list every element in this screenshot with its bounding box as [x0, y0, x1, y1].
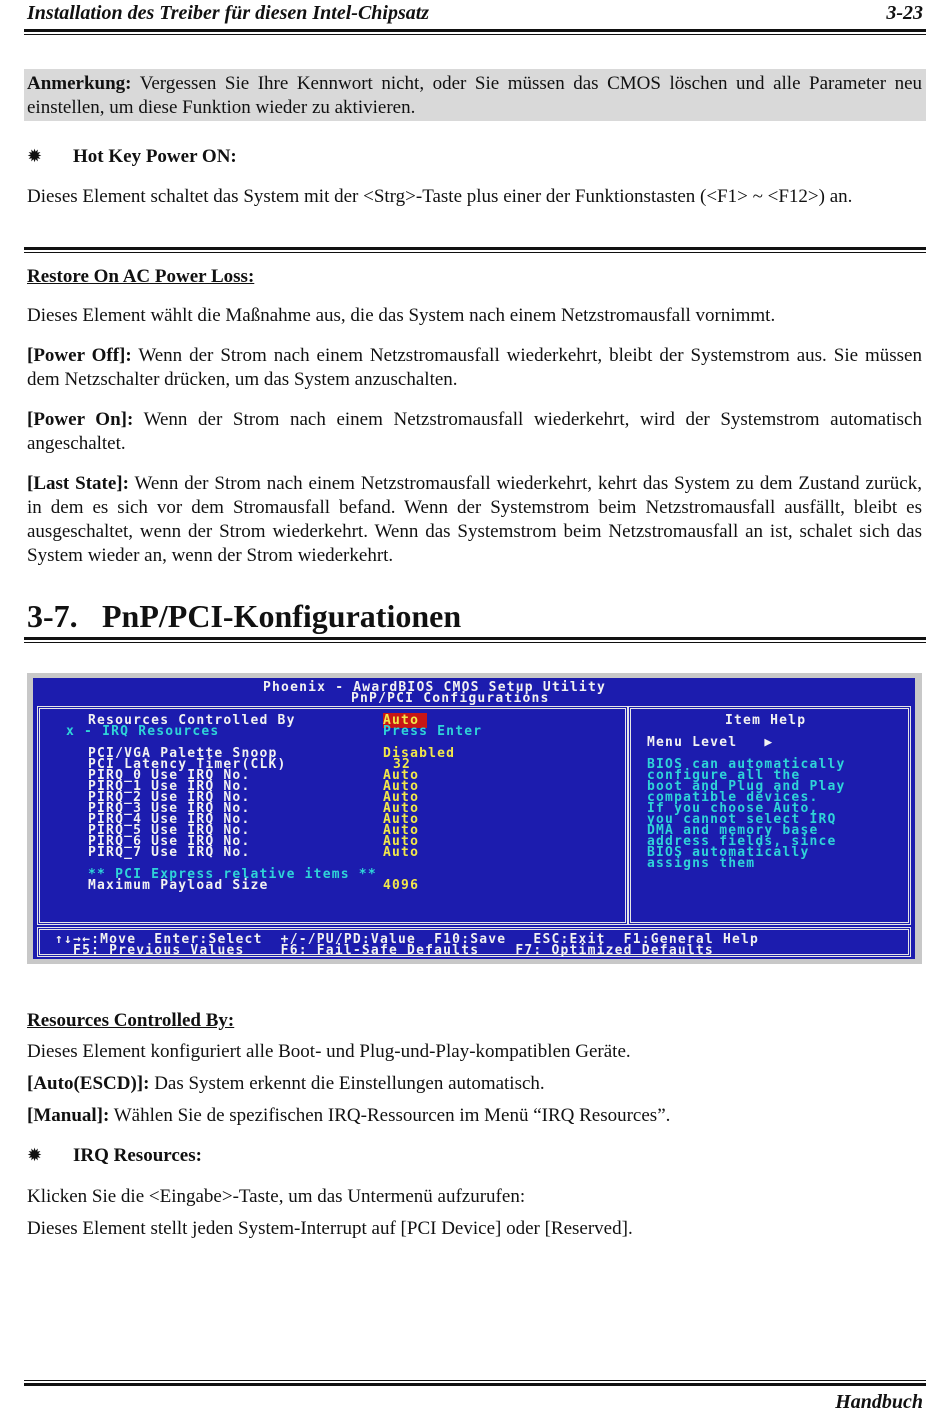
bios-help-line: configure all the — [647, 768, 801, 783]
irq-heading — [27, 1145, 202, 1167]
running-header-title: Installation des Treiber für diesen Intel-Chipsatz — [27, 2, 430, 24]
bios-row-value[interactable]: Auto — [383, 715, 427, 726]
section-heading — [27, 598, 461, 635]
bios-help-line: BIOS automatically — [647, 845, 810, 860]
bios-subtitle: PnP/PCI Configurations — [351, 691, 550, 706]
power-on-option — [27, 408, 922, 456]
option-label: [Power Off]: — [27, 345, 132, 366]
irq-line2: Dieses Element stellt jeden System-Interrupt auf [PCI Device] oder [Reserved]. — [27, 1218, 633, 1239]
bios-screen — [33, 678, 915, 959]
irq-title: IRQ Resources: — [73, 1145, 202, 1166]
option-text: Wenn der Strom nach einem Netzstromausfall wiederkehrt, bleibt der Systemstrom aus. Sie müssen dem Netzschalter drücken, um das System anzuschalten. — [27, 345, 922, 390]
bios-help-line: boot and Plug and Play — [647, 779, 846, 794]
bios-row-value[interactable]: Auto — [383, 790, 420, 805]
header-rule — [24, 29, 926, 35]
option-label: [Auto(ESCD)]: — [27, 1073, 150, 1094]
manual-option — [27, 1104, 922, 1128]
option-text: Das System erkennt die Einstellungen automatisch. — [149, 1073, 545, 1094]
bios-help-line: If you choose Auto, — [647, 801, 819, 816]
option-label: [Last State]: — [27, 473, 129, 494]
restore-title: Restore On AC Power Loss: — [27, 266, 255, 287]
bios-help-title: Item Help — [725, 713, 807, 728]
footer-rule — [24, 1380, 926, 1386]
bios-keys-line1: ↑↓→←:Move Enter:Select +/-/PU/PD:Value F10:Save ESC:Exit F1:General Help — [55, 932, 760, 947]
option-label: [Power On]: — [27, 409, 134, 430]
bios-row-value[interactable]: Auto — [383, 834, 420, 849]
resources-intro: Dieses Element konfiguriert alle Boot- und Plug-und-Play-kompatiblen Geräte. — [27, 1041, 631, 1062]
bios-help-line: address fields, since — [647, 834, 837, 849]
bios-screenshot — [27, 673, 922, 964]
bios-row-value[interactable]: 32 — [393, 757, 412, 772]
option-text: Wählen Sie de spezifischen IRQ-Ressourcen im Menü “IRQ Resources”. — [109, 1105, 671, 1126]
bios-row-label[interactable]: Maximum Payload Size — [88, 878, 269, 893]
bios-menu-level: Menu Level ▶ — [647, 735, 774, 750]
auto-option — [27, 1072, 922, 1096]
bios-row-label[interactable]: PIRQ_3 Use IRQ No. — [88, 801, 251, 816]
option-text: Wenn der Strom nach einem Netzstromausfall wiederkehrt, kehrt das System zu dem Zustand zurück, in dem es sich vor dem Stromausfall befand. Wenn der Systemstrom beim Netzstromausfall ausfällt, bleibt es ausgeschaltet, wenn der Strom wiederkehrt. Wenn das Systemstrom beim Netzstromausfall an ist, schalet sich das System wieder an, wenn der Strom wiederkehrt. — [27, 473, 922, 566]
page-number: 3-23 — [886, 2, 923, 24]
footer-text: Handbuch — [835, 1391, 923, 1413]
bios-row-value[interactable]: Disabled — [383, 746, 456, 761]
section-title: PnP/PCI-Konfigurationen — [102, 598, 462, 634]
bios-row-label[interactable]: PIRQ_2 Use IRQ No. — [88, 790, 251, 805]
power-off-option — [27, 344, 922, 392]
note-box — [24, 69, 926, 121]
bios-row-value[interactable]: 4096 — [383, 878, 420, 893]
bios-row-value[interactable]: Auto — [383, 845, 420, 860]
bios-row-value[interactable]: Auto — [383, 823, 420, 838]
bios-row-value[interactable]: Press Enter — [383, 724, 483, 739]
bios-row-label[interactable]: PIRQ_5 Use IRQ No. — [88, 823, 251, 838]
resources-title: Resources Controlled By: — [27, 1010, 235, 1031]
heading-rule — [24, 637, 926, 643]
bios-help-line: compatible devices. — [647, 790, 819, 805]
bios-row-value[interactable]: Auto — [383, 779, 420, 794]
hotkey-heading — [27, 146, 237, 168]
note-text — [27, 72, 922, 120]
bios-row-value[interactable]: Auto — [383, 812, 420, 827]
last-state-option — [27, 472, 922, 568]
option-label: [Manual]: — [27, 1105, 110, 1126]
bios-row-label[interactable]: PIRQ_6 Use IRQ No. — [88, 834, 251, 849]
option-text: Wenn der Strom nach einem Netzstromausfall wiederkehrt, wird der Systemstrom automatisch angeschaltet. — [27, 409, 922, 454]
bios-row-label[interactable]: PCI/VGA Palette Snoop — [88, 746, 278, 761]
bios-row-value[interactable]: Auto — [383, 801, 420, 816]
hotkey-text: Dieses Element schaltet das System mit der <Strg>-Taste plus einer der Funktionstasten (<F1> ~ <F12>) an. — [27, 186, 853, 207]
hotkey-title: Hot Key Power ON: — [73, 146, 237, 167]
bios-title: Phoenix - AwardBIOS CMOS Setup Utility — [263, 680, 607, 695]
section-number: 3-7. — [27, 598, 78, 634]
note-label: Anmerkung: — [27, 73, 132, 94]
bios-row-label[interactable]: PIRQ_7 Use IRQ No. — [88, 845, 251, 860]
irq-line1: Klicken Sie die <Eingabe>-Taste, um das Untermenü aufzurufen: — [27, 1186, 526, 1207]
bios-keys-line2: F5: Previous Values F6: Fail-Safe Defaults F7: Optimized Defaults — [55, 943, 714, 958]
bios-help-line: DMA and memory base — [647, 823, 819, 838]
bios-row-label[interactable]: Resources Controlled By — [88, 713, 296, 728]
bios-row-label[interactable]: PCI Latency Timer(CLK) — [88, 757, 287, 772]
section-rule — [24, 247, 926, 253]
bios-row-value[interactable]: Auto — [383, 768, 420, 783]
bios-help-line: BIOS can automatically — [647, 757, 846, 772]
bios-row-label[interactable]: PIRQ_4 Use IRQ No. — [88, 812, 251, 827]
bullet-icon: ✹ — [27, 146, 43, 167]
bios-row-label[interactable]: PIRQ_0 Use IRQ No. — [88, 768, 251, 783]
bios-group-label: ** PCI Express relative items ** — [88, 867, 377, 882]
note-body: Vergessen Sie Ihre Kennwort nicht, oder Sie müssen das CMOS löschen und alle Parameter neu einstellen, um diese Funktion wieder zu aktivieren. — [27, 73, 922, 118]
bullet-icon: ✹ — [27, 1145, 43, 1166]
bios-row-label[interactable]: PIRQ_1 Use IRQ No. — [88, 779, 251, 794]
bios-help-line: assigns them — [647, 856, 756, 871]
bios-help-line: you cannot select IRQ — [647, 812, 837, 827]
bios-row-label[interactable]: x - IRQ Resources — [66, 724, 220, 739]
restore-intro: Dieses Element wählt die Maßnahme aus, die das System nach einem Netzstromausfall vornimmt. — [27, 305, 776, 326]
